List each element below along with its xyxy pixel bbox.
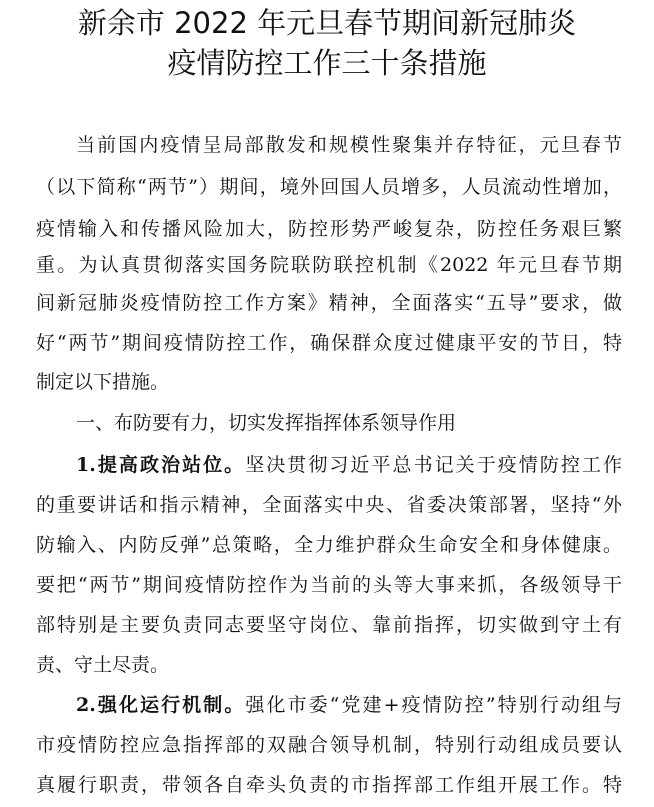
item-1-first-text: 坚决贯彻习近平总书记关于疫情防控工作 bbox=[245, 454, 622, 476]
item-1-line: 的重要讲话和指示精神，全面落实中央、省委决策部署，坚持“外 bbox=[36, 494, 622, 516]
item-1-line: 责、守土尽责。 bbox=[36, 654, 170, 676]
item-1-line: 部特别是主要负责同志要坚守岗位、靠前指挥，切实做到守土有 bbox=[36, 614, 622, 636]
item-2-line: 真履行职责，带领各自牵头负责的市指挥部工作组开展工作。特 bbox=[36, 774, 622, 796]
intro-line: 间新冠肺炎疫情防控工作方案》精神，全面落实“五导”要求，做 bbox=[36, 292, 622, 314]
item-1-line: 要把“两节”期间疫情防控作为当前的头等大事来抓，各级领导干 bbox=[36, 574, 622, 596]
item-1-line: 防输入、内防反弹”总策略，全力维护群众生命安全和身体健康。 bbox=[36, 534, 622, 556]
intro-line: （以下简称“两节”）期间，境外回国人员增多，人员流动性增加， bbox=[36, 176, 622, 198]
item-2-lead: 2.强化运行机制。 bbox=[76, 694, 246, 716]
item-2-first-line bbox=[76, 686, 622, 724]
section-heading: 一、布防要有力，切实发挥指挥体系领导作用 bbox=[76, 412, 457, 434]
item-1-first-line bbox=[76, 446, 622, 484]
document-title-line-1: 新余市 2022 年元旦春节期间新冠肺炎 bbox=[77, 6, 577, 40]
intro-line: 制定以下措施。 bbox=[36, 371, 170, 393]
item-1-lead: 1.提高政治站位。 bbox=[76, 454, 246, 476]
intro-line: 疫情输入和传播风险加大，防控形势严峻复杂，防控任务艰巨繁 bbox=[36, 218, 622, 240]
item-2-line: 市疫情防控应急指挥部的双融合领导机制，特别行动组成员要认 bbox=[36, 734, 622, 756]
intro-line: 当前国内疫情呈局部散发和规模性聚集并存特征，元旦春节 bbox=[76, 134, 622, 156]
intro-line: 重。为认真贯彻落实国务院联防联控机制《2022 年元旦春节期 bbox=[36, 254, 622, 276]
item-2-first-text: 强化市委“党建+疫情防控”特别行动组与 bbox=[245, 694, 622, 716]
document-title-line-2: 疫情防控工作三十条措施 bbox=[167, 46, 487, 80]
intro-line: 好“两节”期间疫情防控工作，确保群众度过健康平安的节日，特 bbox=[36, 332, 622, 354]
